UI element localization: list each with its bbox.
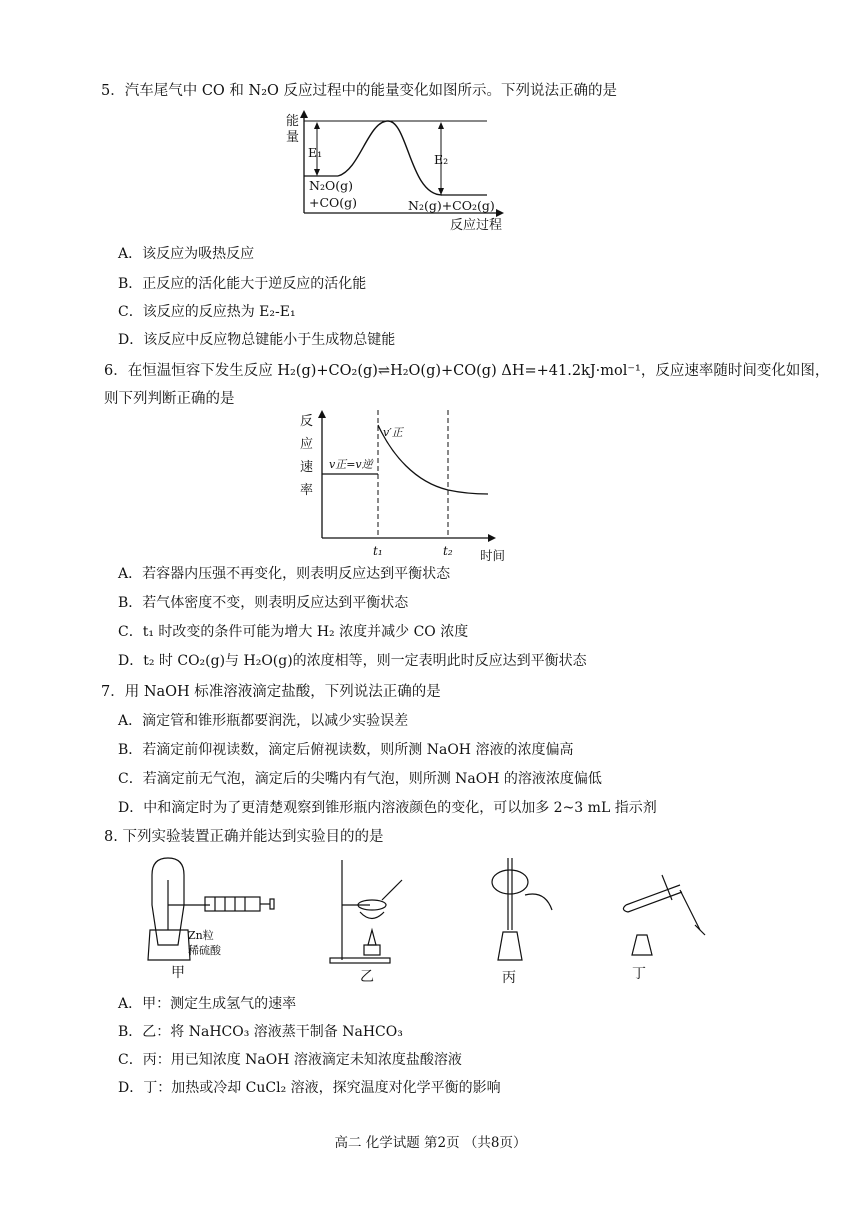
q5-option-c: C．该反应的反应热为 E₂-E₁ bbox=[118, 304, 296, 320]
rate-ylabel-4: 率 bbox=[300, 483, 314, 498]
q8-stem: 8. 下列实验装置正确并能达到实验目的的是 bbox=[104, 829, 384, 845]
q7-option-d: D．中和滴定时为了更清楚观察到锥形瓶内溶液颜色的变化，可以加多 2~3 mL 指示剂 bbox=[118, 800, 657, 816]
energy-xlabel: 反应过程 bbox=[450, 218, 503, 233]
q6-option-b: B．若气体密度不变，则表明反应达到平衡状态 bbox=[118, 595, 409, 611]
reactant-label-1: N₂O(g) bbox=[309, 178, 353, 193]
q6-stem-line-2: 则下列判断正确的是 bbox=[104, 391, 235, 407]
q8-option-a: A．甲：测定生成氢气的速率 bbox=[118, 996, 297, 1012]
q8-option-c: C．丙：用已知浓度 NaOH 溶液滴定未知浓度盐酸溶液 bbox=[118, 1052, 462, 1068]
page-footer: 高二 化学试题 第2页 （共8页） bbox=[334, 1135, 527, 1151]
q8-option-d: D．丁：加热或冷却 CuCl₂ 溶液，探究温度对化学平衡的影响 bbox=[118, 1080, 501, 1096]
apparatus-ding-label: 丁 bbox=[632, 966, 646, 982]
acid-label: 稀硫酸 bbox=[188, 944, 221, 957]
q7-option-a: A．滴定管和锥形瓶都要润洗，以减少实验误差 bbox=[118, 713, 409, 729]
energy-ylabel-2: 量 bbox=[286, 130, 300, 145]
q5-option-d: D．该反应中反应物总键能小于生成物总键能 bbox=[118, 332, 396, 348]
q7-stem: 7．用 NaOH 标准溶液滴定盐酸，下列说法正确的是 bbox=[101, 684, 441, 700]
rate-ylabel-1: 反 bbox=[300, 414, 314, 429]
apparatus-bing-drawing bbox=[492, 858, 552, 960]
rate-ylabel-2: 应 bbox=[300, 437, 314, 452]
t1-label: t₁ bbox=[373, 544, 383, 558]
equilibrium-rate-label: v正=v逆 bbox=[329, 458, 373, 471]
apparatus-ding-drawing bbox=[623, 875, 705, 955]
q6-option-c: C．t₁ 时改变的条件可能为增大 H₂ 浓度并减少 CO 浓度 bbox=[118, 624, 469, 640]
t2-label: t₂ bbox=[443, 544, 453, 558]
energy-ylabel-1: 能 bbox=[286, 114, 300, 129]
q8-option-b: B．乙：将 NaHCO₃ 溶液蒸干制备 NaHCO₃ bbox=[118, 1024, 403, 1040]
q5-option-b: B．正反应的活化能大于逆反应的活化能 bbox=[118, 276, 367, 292]
reactant-label-2: +CO(g) bbox=[309, 195, 358, 210]
rate-xlabel: 时间 bbox=[480, 548, 506, 563]
q5-stem: 5．汽车尾气中 CO 和 N₂O 反应过程中的能量变化如图所示。下列说法正确的是 bbox=[101, 83, 618, 99]
apparatus-yi-label: 乙 bbox=[360, 969, 374, 985]
forward-rate-peak-label: v′正 bbox=[383, 426, 403, 439]
energy-e2-label: E₂ bbox=[434, 152, 449, 167]
product-label: N₂(g)+CO₂(g) bbox=[408, 198, 495, 213]
apparatus-jia-label: 甲 bbox=[171, 965, 185, 981]
apparatus-yi-drawing bbox=[330, 860, 402, 963]
apparatus-bing-label: 丙 bbox=[502, 970, 516, 986]
q6-option-a: A．若容器内压强不再变化，则表明反应达到平衡状态 bbox=[118, 566, 451, 582]
q5-option-a: A．该反应为吸热反应 bbox=[118, 246, 255, 262]
zn-label: Zn粒 bbox=[188, 929, 214, 942]
q6-stem-line-1: 6．在恒温恒容下发生反应 H₂(g)+CO₂(g)⇌H₂O(g)+CO(g) ΔH=+41.2kJ·mol⁻¹，反应速率随时间变化如图， bbox=[104, 363, 830, 379]
rate-ylabel-3: 速 bbox=[300, 460, 314, 475]
q7-option-c: C．若滴定前无气泡，滴定后的尖嘴内有气泡，则所测 NaOH 的溶液浓度偏低 bbox=[118, 771, 602, 787]
energy-e1-label: E₁ bbox=[308, 145, 323, 160]
q6-option-d: D．t₂ 时 CO₂(g)与 H₂O(g)的浓度相等，则一定表明此时反应达到平衡状态 bbox=[118, 653, 587, 669]
q7-option-b: B．若滴定前仰视读数，滴定后俯视读数，则所测 NaOH 溶液的浓度偏高 bbox=[118, 742, 574, 758]
